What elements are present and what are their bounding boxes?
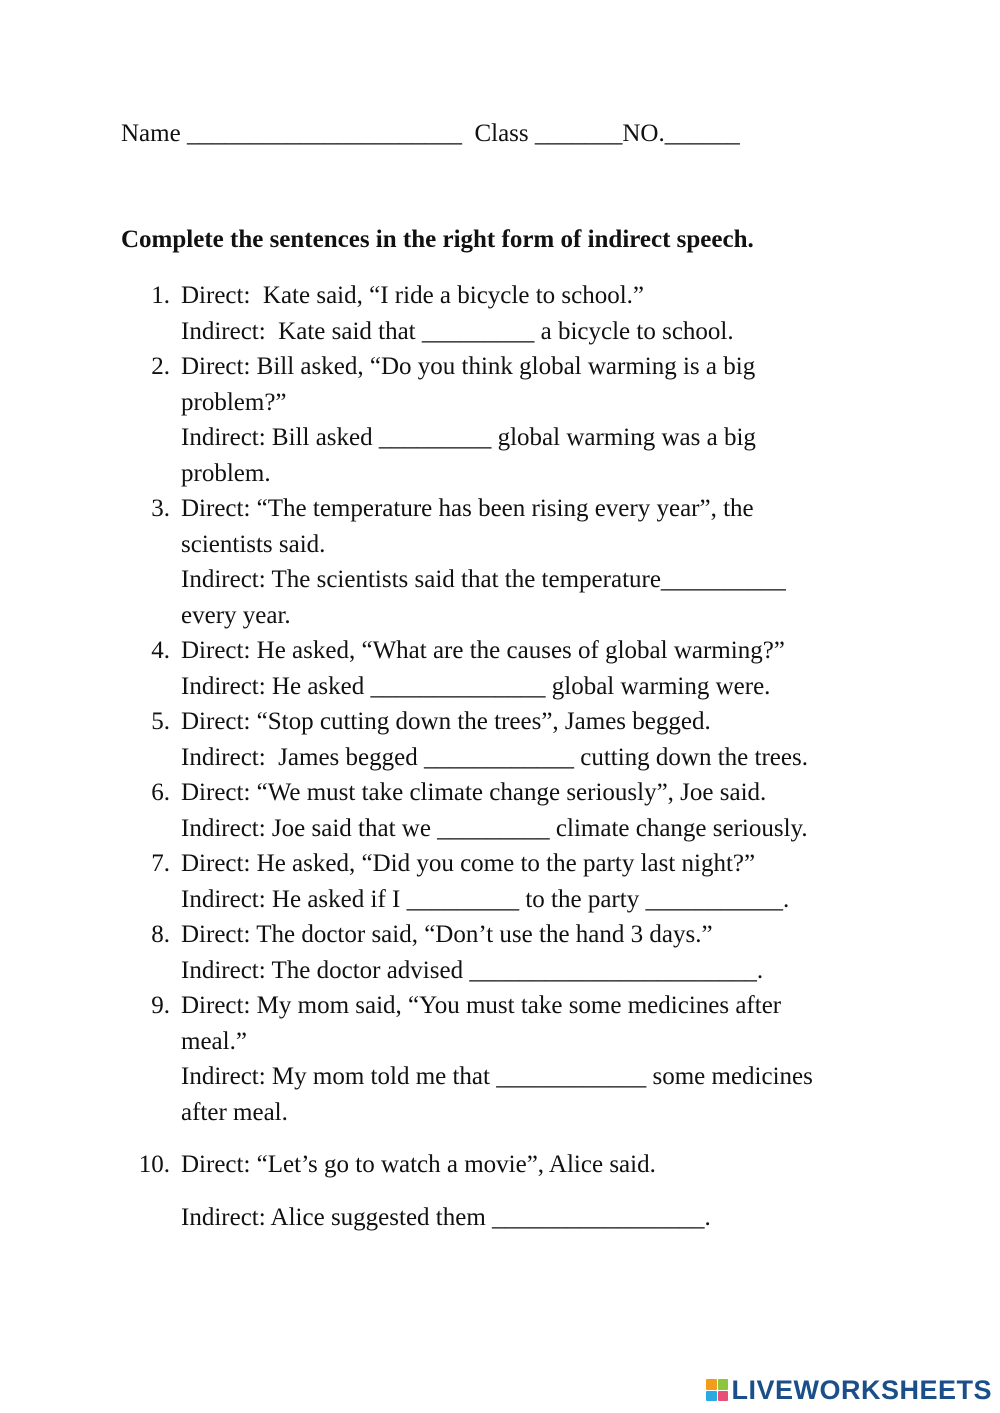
question-number: 5. xyxy=(151,708,170,735)
question-line: Direct: He asked, “What are the causes of global warming?” xyxy=(181,637,785,664)
question-line: Indirect: Joe said that we _________ climate change seriously. xyxy=(181,814,808,842)
instructions-heading: Complete the sentences in the right form of indirect speech. xyxy=(121,226,754,253)
question-line: problem. xyxy=(181,459,271,487)
question-line: Indirect: The scientists said that the temperature__________ xyxy=(181,566,786,593)
question-line: Direct: My mom said, “You must take some medicines after xyxy=(181,992,782,1019)
question-number: 6. xyxy=(151,779,170,806)
question-line: Direct: “Stop cutting down the trees”, James begged. xyxy=(181,708,711,735)
question-number: 9. xyxy=(151,992,170,1019)
question-number: 10. xyxy=(138,1151,170,1178)
question-line: Direct: Kate said, “I ride a bicycle to school.” xyxy=(181,282,645,309)
logo-square xyxy=(706,1379,717,1390)
question-line: Indirect: Bill asked _________ global warming was a big xyxy=(181,424,756,451)
question-number: 2. xyxy=(151,353,170,380)
question-line: Direct: Bill asked, “Do you think global warming is a big xyxy=(181,353,756,380)
question-line: Direct: “We must take climate change seriously”, Joe said. xyxy=(181,779,767,806)
logo-square xyxy=(706,1391,717,1402)
logo-text: LIVEWORKSHEETS xyxy=(731,1374,992,1405)
name-class-number-line: Name ______________________ Class _______NO.______ xyxy=(121,120,740,147)
question-line: Indirect: Kate said that _________ a bicycle to school. xyxy=(181,317,734,345)
question-line: Direct: The doctor said, “Don’t use the hand 3 days.” xyxy=(181,921,713,948)
liveworksheets-logo-icon xyxy=(706,1379,728,1401)
liveworksheets-logo xyxy=(706,1375,992,1405)
question-number: 7. xyxy=(151,850,170,877)
question-number: 8. xyxy=(151,921,170,948)
logo-square xyxy=(718,1379,729,1390)
question-number: 1. xyxy=(151,282,170,309)
question-line: Direct: “Let’s go to watch a movie”, Alice said. xyxy=(181,1151,656,1178)
question-line: Indirect: The doctor advised _______________________. xyxy=(181,956,764,984)
question-line: Direct: “The temperature has been rising every year”, the xyxy=(181,495,754,522)
question-line: Indirect: James begged ____________ cutting down the trees. xyxy=(181,743,808,771)
question-line: problem?” xyxy=(181,388,287,416)
question-number: 3. xyxy=(151,495,170,522)
question-line: scientists said. xyxy=(181,530,326,558)
question-line: Direct: He asked, “Did you come to the party last night?” xyxy=(181,850,756,877)
question-line: after meal. xyxy=(181,1098,288,1126)
question-line: Indirect: Alice suggested them _________________. xyxy=(181,1204,711,1231)
question-number: 4. xyxy=(151,637,170,664)
question-line: Indirect: He asked ______________ global warming were. xyxy=(181,672,771,700)
question-line: Indirect: My mom told me that ____________ some medicines xyxy=(181,1063,813,1090)
question-line: meal.” xyxy=(181,1027,247,1055)
question-line: every year. xyxy=(181,601,291,629)
question-line: Indirect: He asked if I _________ to the party ___________. xyxy=(181,885,790,913)
logo-square xyxy=(718,1391,729,1402)
